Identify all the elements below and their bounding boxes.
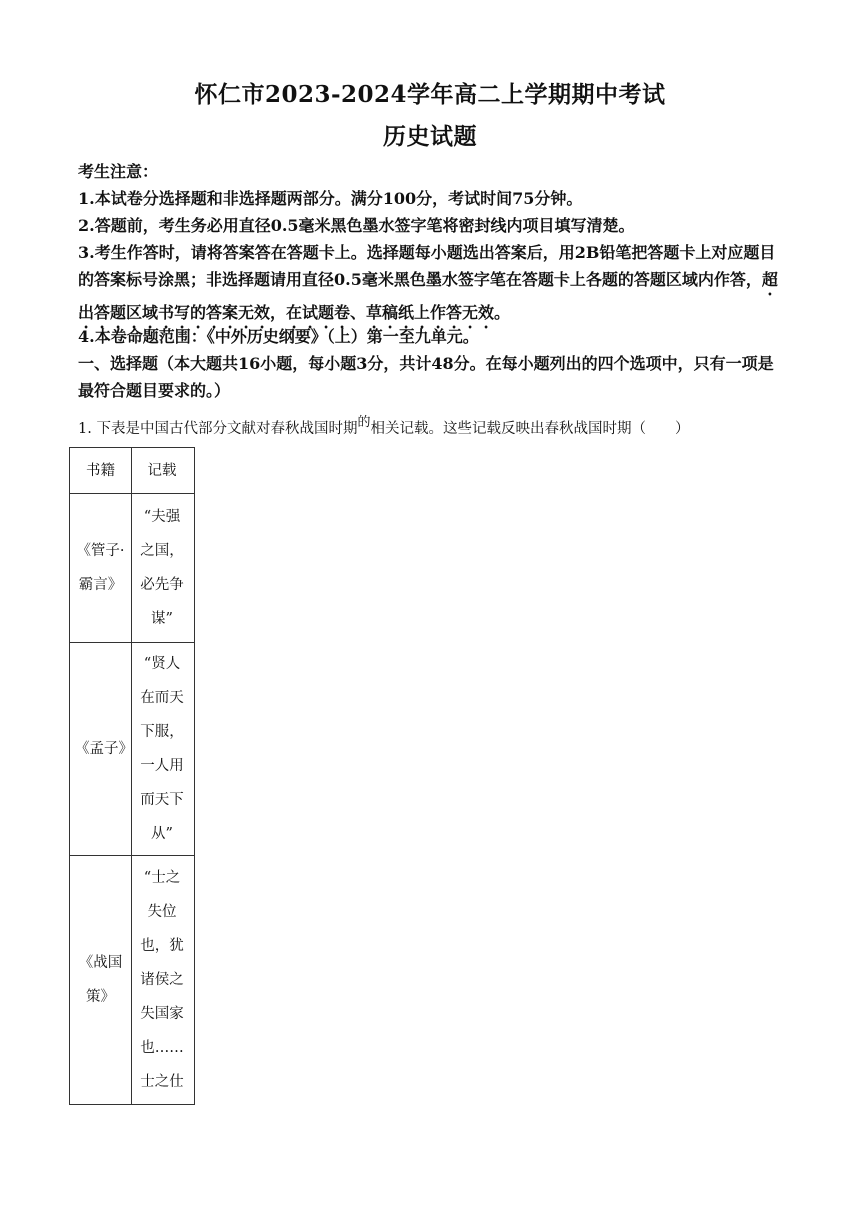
notice-item-3-end: 。: [494, 303, 511, 322]
table-cell-record: “士之失位也，犹诸侯之失国家也……士之仕: [132, 856, 195, 1105]
exam-subject-title: 历史试题: [383, 123, 477, 150]
table-cell-book: 《管子·霸言》: [70, 494, 132, 643]
notice-item-3-emphasis: 超出答题区域书写的答案无效，在试题卷、草稿纸上作答无效: [78, 270, 778, 322]
table-header-record: 记载: [132, 448, 195, 494]
notice-item-3-text: 3.考生作答时，请将答案答在答题卡上。选择题每小题选出答案后，用2B铅笔把答题卡上对应题目的答案标号涂黑；非选择题请用直径0.5毫米黑色墨水签字笔在答题卡上各题的答题区域内作答，: [78, 243, 776, 289]
table-cell-book: 《战国策》: [70, 856, 132, 1105]
table-header-book: 书籍: [70, 448, 132, 494]
literature-table: [69, 447, 195, 1105]
notice-heading: 考生注意：: [78, 162, 159, 181]
table-row: [70, 643, 195, 856]
table-cell-book: 《孟子》: [70, 643, 132, 856]
section-heading: 一、选择题（本大题共16小题，每小题3分，共计48分。在每小题列出的四个选项中，只有一项是最符合题目要求的。）: [78, 354, 774, 400]
exam-title: 怀仁市2023-2024学年高二上学期期中考试: [194, 81, 666, 108]
notice-item-3: [78, 239, 783, 332]
table-header-row: [70, 448, 195, 494]
table-cell-record: “贤人在而天下服，一人用而天下从”: [132, 643, 195, 856]
table-row: [70, 494, 195, 643]
question-1-stem: [78, 416, 783, 443]
table-row: [70, 856, 195, 1105]
question-1-stem-text-end: 相关记载。这些记载反映出春秋战国时期（ ）: [370, 421, 690, 437]
question-1-stem-text: 1. 下表是中国古代部分文献对春秋战国时期: [78, 421, 358, 437]
notice-item-1: 1.本试卷分选择题和非选择题两部分。满分100分，考试时间75分钟。: [78, 189, 583, 208]
notice-item-2: 2.答题前，考生务必用直径0.5毫米黑色墨水签字笔将密封线内项目填写清楚。: [78, 216, 635, 235]
notice-item-4: 4.本卷命题范围：《中外历史纲要》（上）第一至九单元。: [78, 327, 479, 346]
question-1-stem-raised: 的: [357, 415, 371, 430]
table-cell-record: “夫强之国，必先争谋”: [132, 494, 195, 643]
